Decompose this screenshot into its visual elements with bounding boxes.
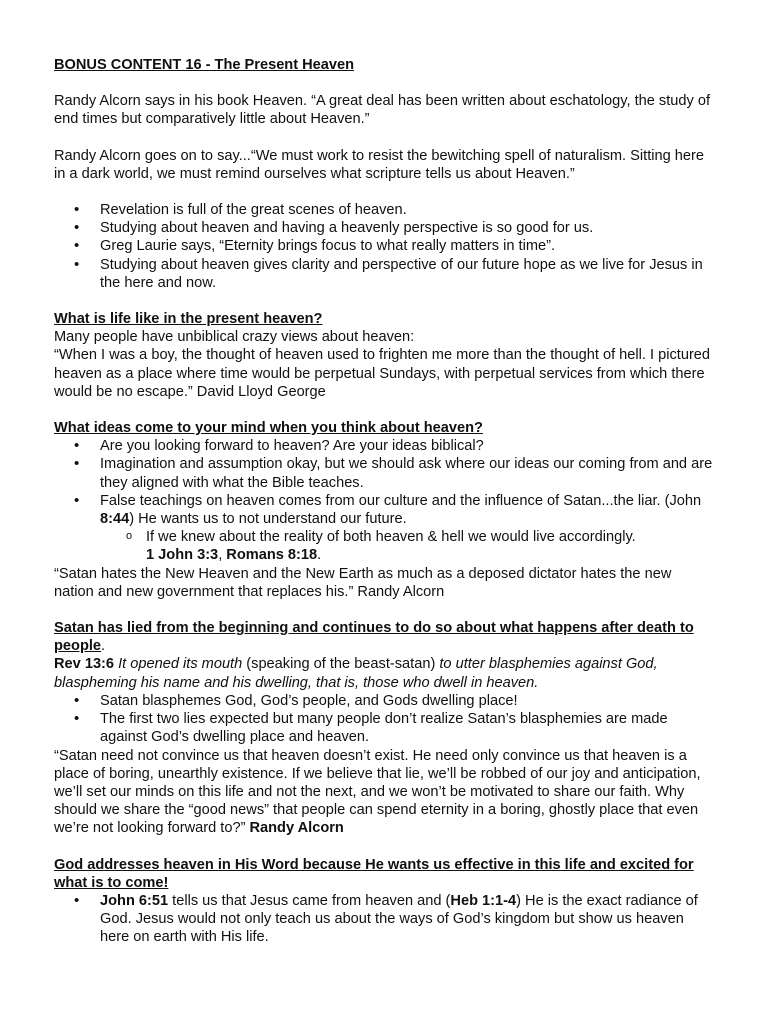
- list-item: • Imagination and assumption okay, but we should ask where our ideas our coming from and are they aligned with what the Bible teaches.: [54, 455, 714, 491]
- bullet-list-god: [54, 892, 714, 947]
- scripture-ref: John 6:51: [100, 892, 169, 909]
- list-item: • Studying about heaven and having a heavenly perspective is so good for us.: [54, 219, 714, 237]
- bullet-list-ideas: [54, 437, 714, 528]
- intro-paragraph-1: Randy Alcorn says in his book Heaven. “A great deal has been written about eschatology, the study of end times but comparatively little about Heaven.”: [54, 93, 711, 128]
- list-item: • Greg Laurie says, “Eternity brings focus to what really matters in time”.: [54, 237, 714, 255]
- list-item: • Are you looking forward to heaven? Are your ideas biblical?: [54, 437, 714, 455]
- document-body: [54, 56, 714, 947]
- section-heading-god-addresses: God addresses heaven in His Word because He wants us effective in this life and excited for what is to come!: [54, 856, 694, 891]
- bullet-list-intro: [54, 201, 714, 292]
- alcorn-quote-2: “Satan need not convince us that heaven doesn’t exist. He need only convince us that heaven is a place of boring, unearthly existence. If we believe that lie, we’ll be robbed of our joy and anticipation, we’ll set our minds on this life and not the next, and we won’t be motivated to share our faith. Why should we share the “good news” that people can spend eternity in a boring, ghostly place that even we’re not looking forward to?” Randy Alcorn: [54, 747, 701, 837]
- sub-list-item: o If we knew about the reality of both heaven & hell we would live accordingly.: [54, 528, 714, 546]
- list-item: • Revelation is full of the great scenes of heaven.: [54, 201, 714, 219]
- scripture-ref: Heb 1:1-4: [450, 892, 517, 909]
- section1-line: Many people have unbiblical crazy views about heaven:: [54, 329, 415, 346]
- bullet-list-satan: [54, 692, 714, 747]
- list-item: • Satan blasphemes God, God’s people, and Gods dwelling place!: [54, 692, 714, 710]
- scripture-ref: 8:44: [100, 511, 130, 528]
- list-item: • John 6:51 tells us that Jesus came from heaven and (Heb 1:1-4) He is the exact radiance of God. Jesus would not only teach us about the ways of God’s kingdom but show us heaven here on earth with His life.: [54, 892, 714, 947]
- section-heading-satan: Satan has lied from the beginning and continues to do so about what happens after death to people.: [54, 620, 694, 655]
- section-heading-present-heaven: What is life like in the present heaven?: [54, 311, 323, 328]
- page-title: BONUS CONTENT 16 - The Present Heaven: [54, 57, 355, 73]
- scripture-refs: 1 John 3:3, Romans 8:18.: [146, 547, 322, 564]
- intro-paragraph-2: Randy Alcorn goes on to say...“We must work to resist the bewitching spell of naturalism. Sitting here in a dark world, we must remind ourselves what scripture tells us about Heaven.”: [54, 147, 704, 182]
- list-item: • The first two lies expected but many people don’t realize Satan’s blasphemies are made against God’s dwelling place and heaven.: [54, 710, 714, 746]
- scripture-ref: Rev 13:6: [54, 656, 115, 673]
- lloyd-george-quote: “When I was a boy, the thought of heaven used to frighten me more than the thought of hell. I pictured heaven as a place where time would be perpetual Sundays, with perpetual services from which there would be no escape.” David Lloyd George: [54, 347, 711, 400]
- sub-list: [54, 528, 714, 546]
- alcorn-quote-1: “Satan hates the New Heaven and the New Earth as much as a deposed dictator hates the new nation and new government that replaces his.” Randy Alcorn: [54, 565, 672, 600]
- section-heading-ideas: What ideas come to your mind when you think about heaven?: [54, 420, 483, 437]
- rev-verse: Rev 13:6 It opened its mouth (speaking of the beast-satan) to utter blasphemies against God, blaspheming his name and his dwelling, that is, those who dwell in heaven.: [54, 656, 658, 691]
- list-item: • False teachings on heaven comes from our culture and the influence of Satan...the liar. (John 8:44) He wants us to not understand our future.: [54, 492, 714, 528]
- list-item: • Studying about heaven gives clarity and perspective of our future hope as we live for Jesus in the here and now.: [54, 256, 714, 292]
